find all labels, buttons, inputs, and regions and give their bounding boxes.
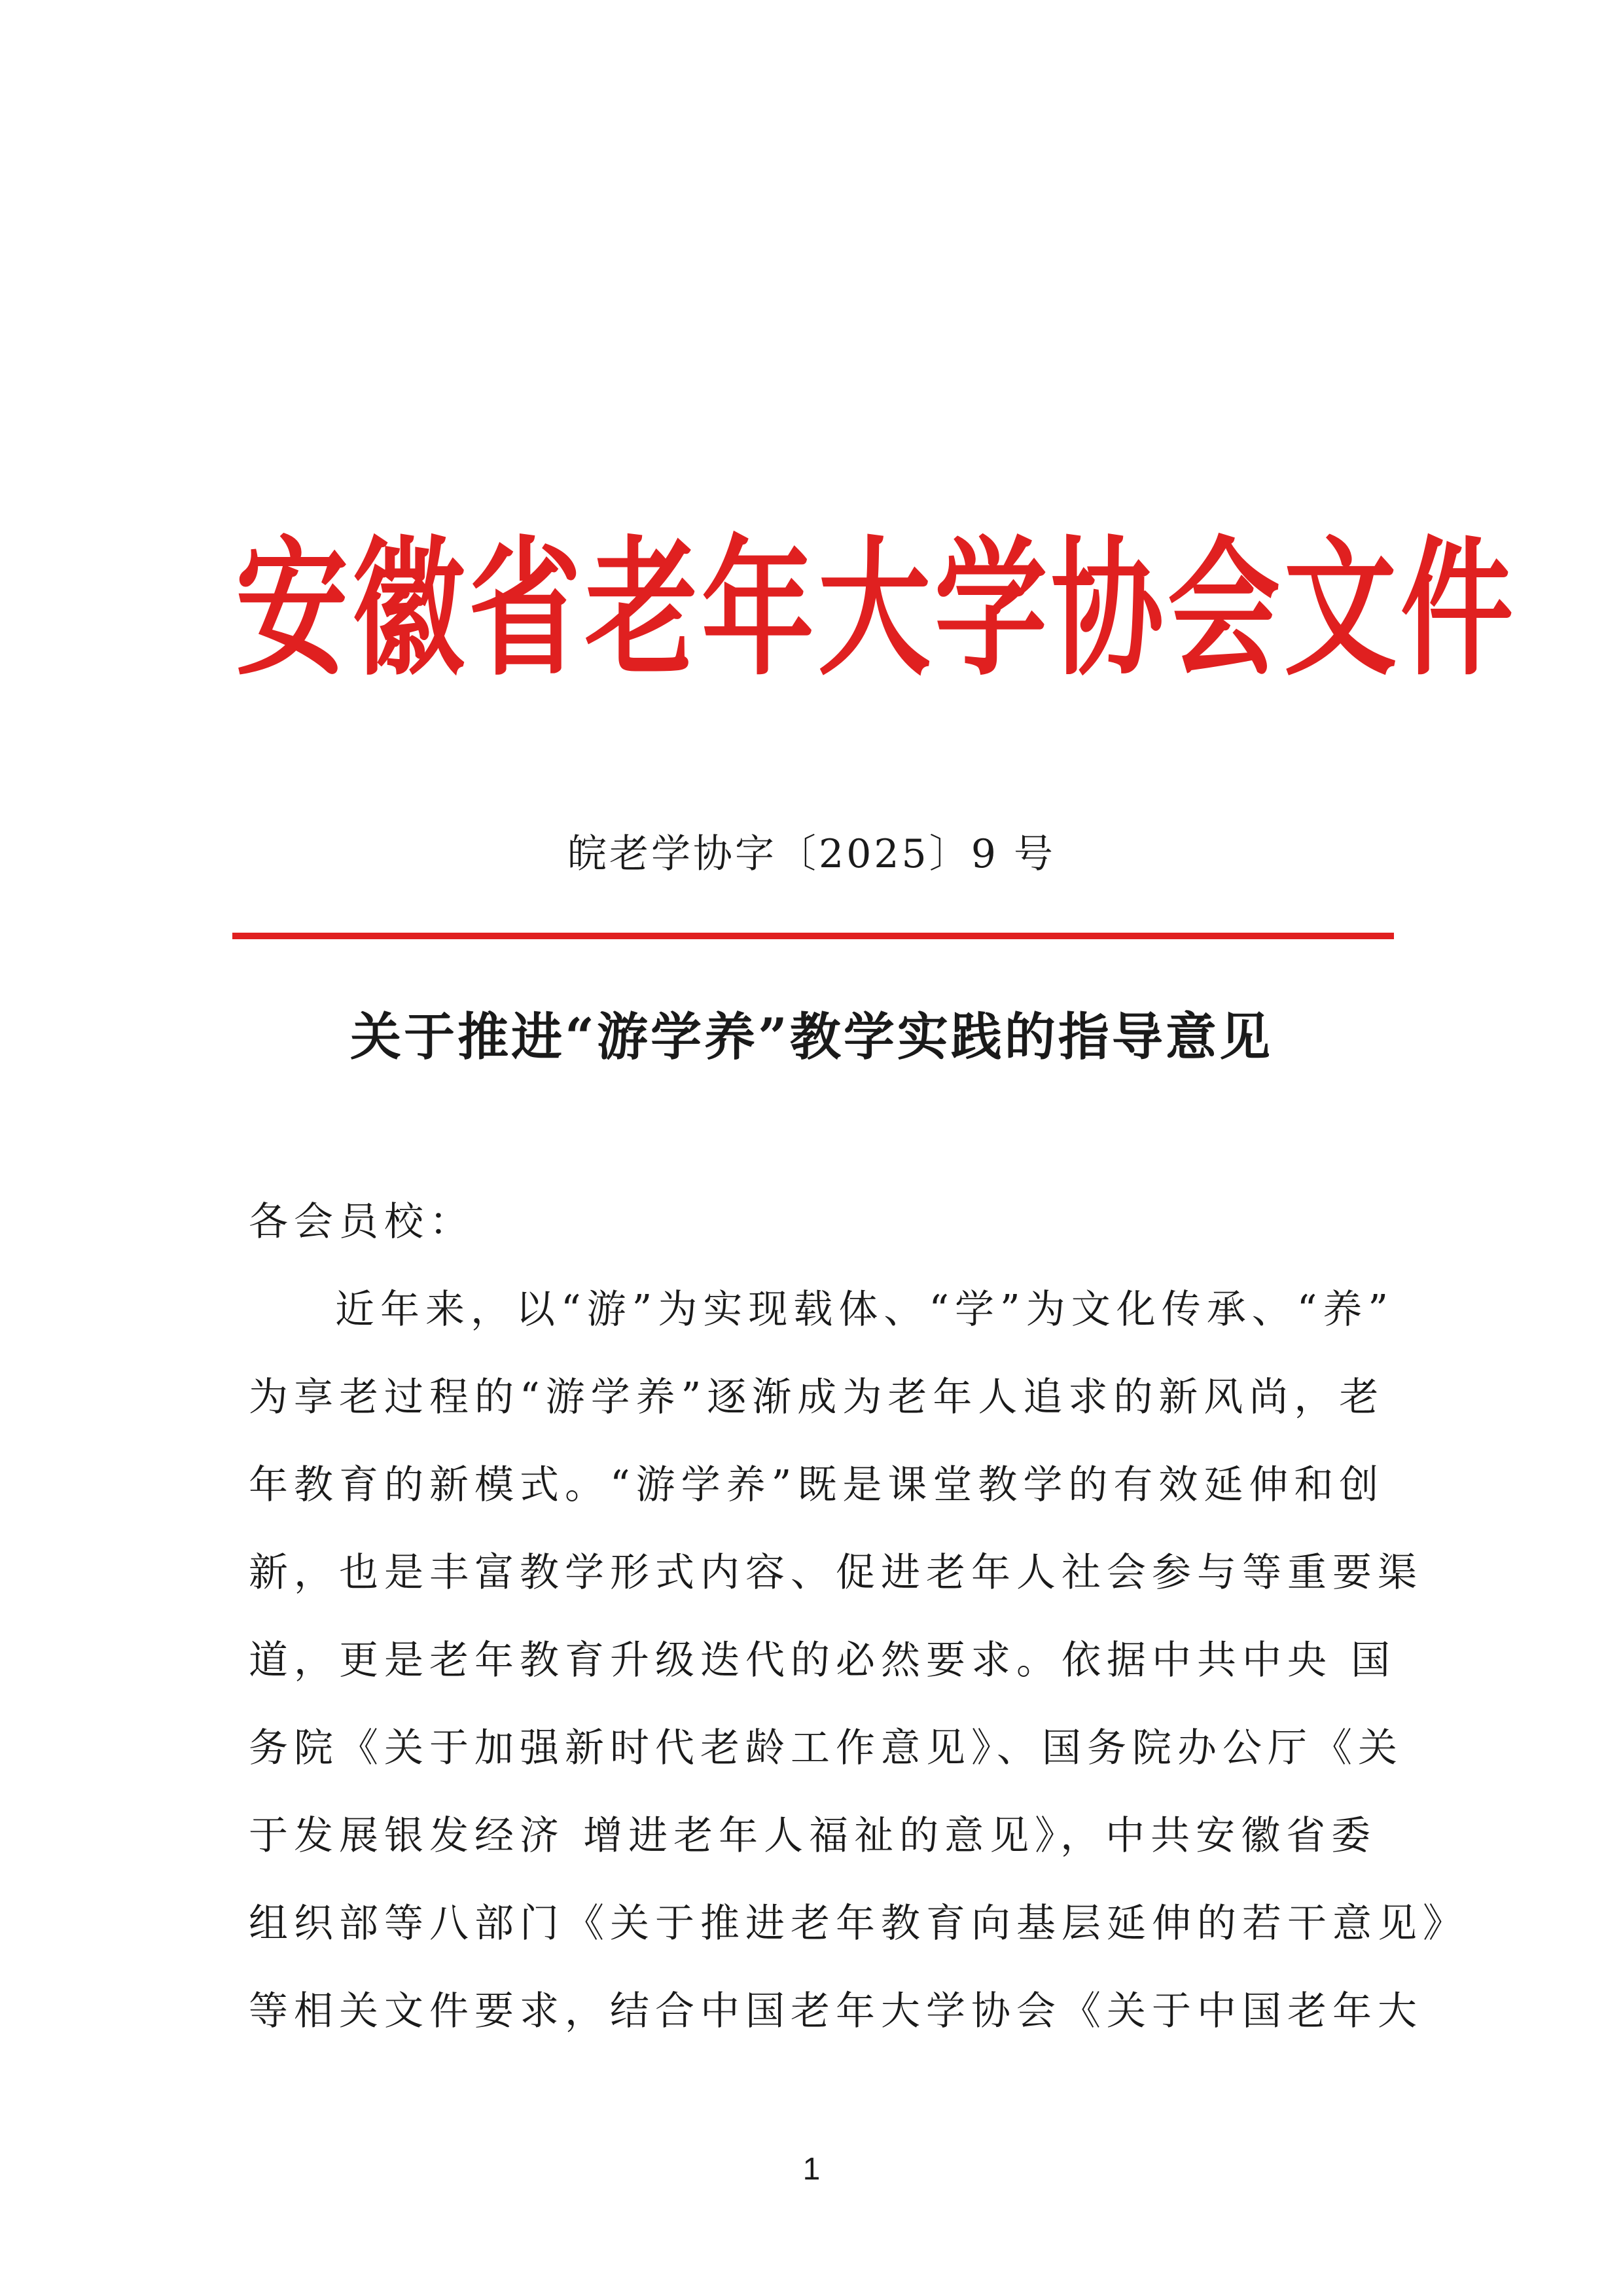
header-divider-red-line — [232, 933, 1394, 939]
paragraph-line: 道，更是老年教育升级迭代的必然要求。依据中共中央 国 — [249, 1638, 1397, 1683]
document-body — [249, 1178, 1468, 2055]
paragraph-line: 于发展银发经济 增进老年人福祉的意见》，中共安徽省委 — [249, 1813, 1377, 1859]
document-title: 关于推进“游学养”教学实践的指导意见 — [350, 1007, 1273, 1067]
paragraph-line: 务院《关于加强新时代老龄工作意见》、国务院办公厅《关 — [249, 1725, 1403, 1771]
salutation: 各会员校： — [249, 1199, 474, 1245]
paragraph-line: 新，也是丰富教学形式内容、促进老年人社会参与等重要渠 — [249, 1550, 1423, 1596]
paragraph-line: 为享老过程的“游学养”逐渐成为老年人追求的新风尚，老 — [249, 1374, 1385, 1420]
paragraph-line: 等相关文件要求，结合中国老年大学协会《关于中国老年大 — [249, 1988, 1423, 2034]
paragraph-line: 年教育的新模式。“游学养”既是课堂教学的有效延伸和创 — [249, 1462, 1385, 1508]
paragraph-line: 组织部等八部门《关于推进老年教育向基层延伸的若干意见》 — [249, 1901, 1468, 1946]
page-number: 1 — [802, 2152, 821, 2187]
paragraph-line: 近年来，以“游”为实现载体、“学”为文化传承、“养” — [335, 1287, 1395, 1333]
document-number: 皖老学协字〔2025〕9 号 — [567, 831, 1056, 877]
masthead-title: 安徽省老年大学协会文件 — [236, 520, 1517, 696]
